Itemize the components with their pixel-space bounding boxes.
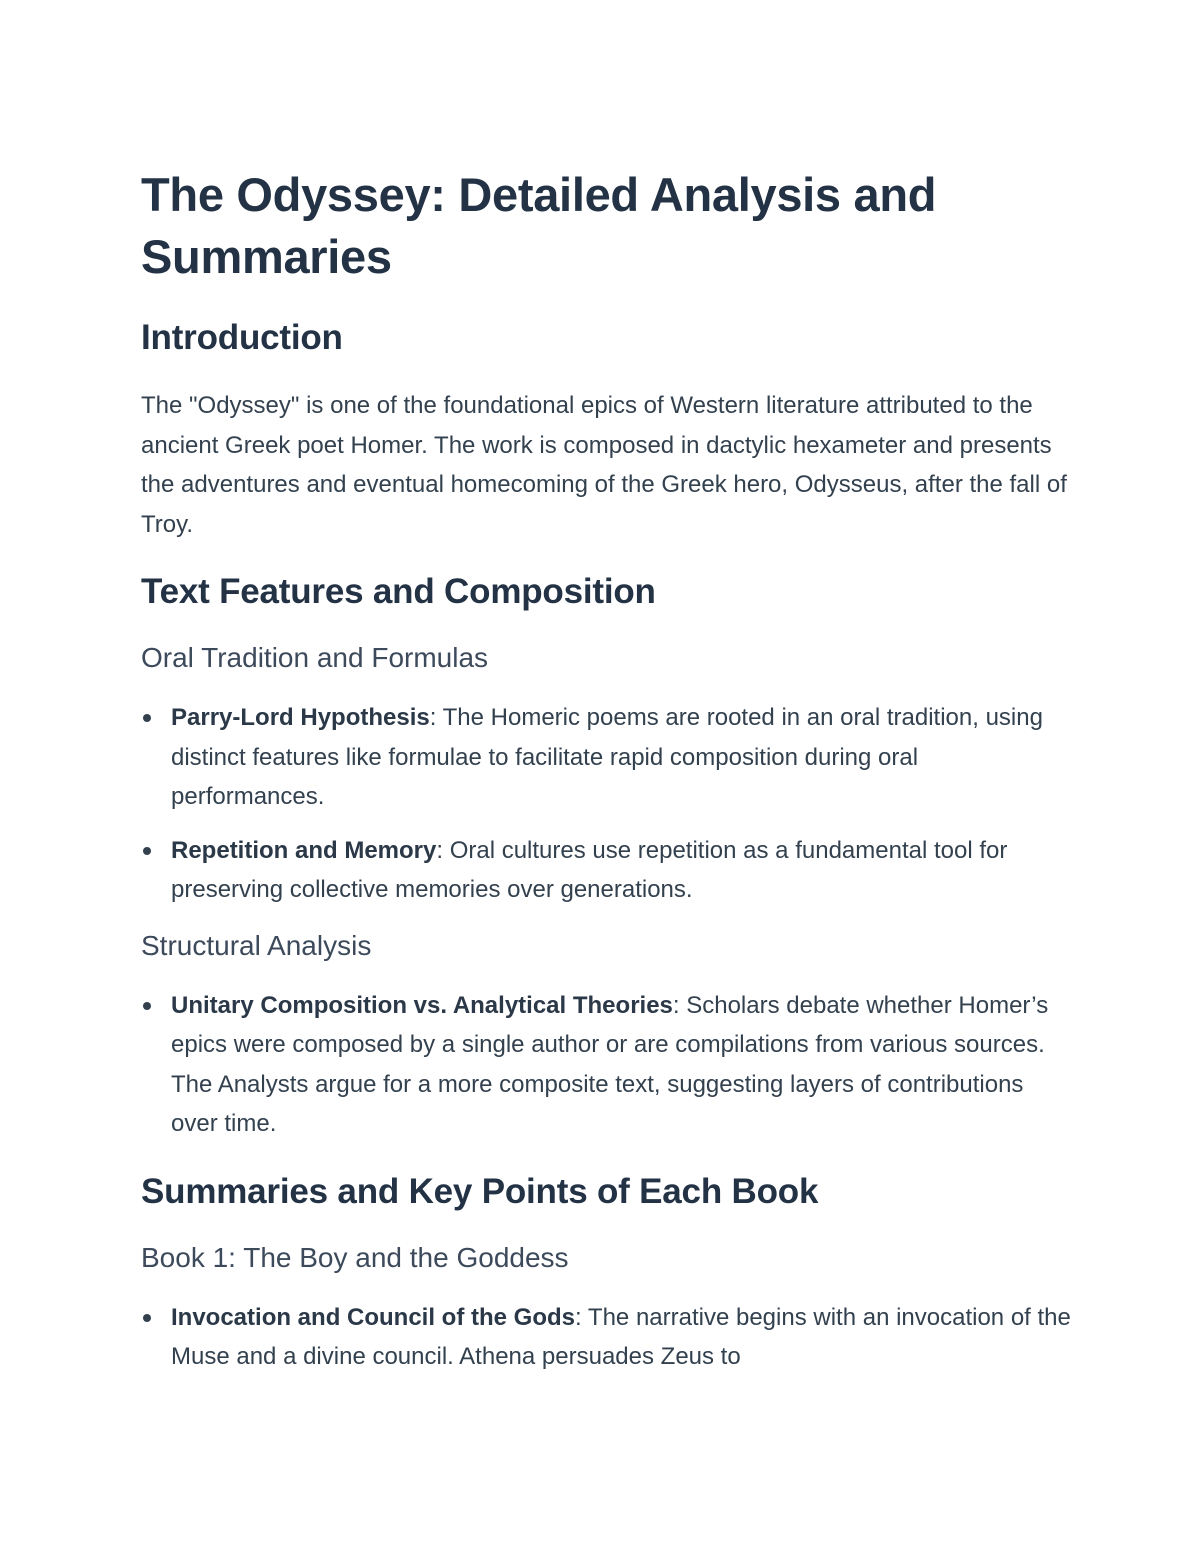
list-item xyxy=(141,1298,1071,1377)
list-item-term: Invocation and Council of the Gods xyxy=(171,1303,576,1331)
list-item-text: : The Homeric poems are rooted in an oral tradition, using distinct features like formulae to facilitate rapid composition during oral performances. xyxy=(171,704,1043,810)
list-item-term: Repetition and Memory xyxy=(171,836,437,864)
list-item-text: : The narrative begins with an invocation of the Muse and a divine council. Athena persuades Zeus to xyxy=(171,1303,1071,1370)
bullet-icon xyxy=(143,714,151,722)
list-item-text: : Oral cultures use repetition as a fundamental tool for preserving collective memories over generations. xyxy=(171,836,1008,903)
heading-summaries: Summaries and Key Points of Each Book xyxy=(141,1171,819,1211)
bullet-icon xyxy=(143,847,151,855)
bullet-icon xyxy=(143,1002,151,1010)
subheading-book-1: Book 1: The Boy and the Goddess xyxy=(141,1241,569,1273)
heading-text-features: Text Features and Composition xyxy=(141,572,656,611)
list-item-term: Parry-Lord Hypothesis xyxy=(171,704,430,731)
bullet-icon xyxy=(143,1314,151,1322)
list-item-term: Unitary Composition vs. Analytical Theories xyxy=(171,991,673,1019)
list-item xyxy=(141,831,1071,910)
list-item xyxy=(141,698,1071,817)
structural-analysis-list xyxy=(141,986,1071,1144)
list-item-text: : Scholars debate whether Homer’s epics were composed by a single author or are compilations from various sources. The Analysts argue for a more composite text, suggesting layers of contributions over time. xyxy=(171,991,1049,1137)
document-title: The Odyssey: Detailed Analysis and Summaries xyxy=(141,168,937,283)
subheading-structural-analysis: Structural Analysis xyxy=(141,929,372,961)
introduction-paragraph: The "Odyssey" is one of the foundational epics of Western literature attributed to the ancient Greek poet Homer. The work is composed in dactylic hexameter and presents the adventures and eventual homecoming of the Greek hero, Odysseus, after the fall of Troy. xyxy=(141,392,1067,538)
list-item xyxy=(141,986,1071,1144)
book-1-list xyxy=(141,1298,1071,1377)
oral-tradition-list xyxy=(141,698,1071,910)
heading-introduction: Introduction xyxy=(141,318,343,357)
document-page xyxy=(141,164,1071,1377)
subheading-oral-tradition: Oral Tradition and Formulas xyxy=(141,642,489,673)
